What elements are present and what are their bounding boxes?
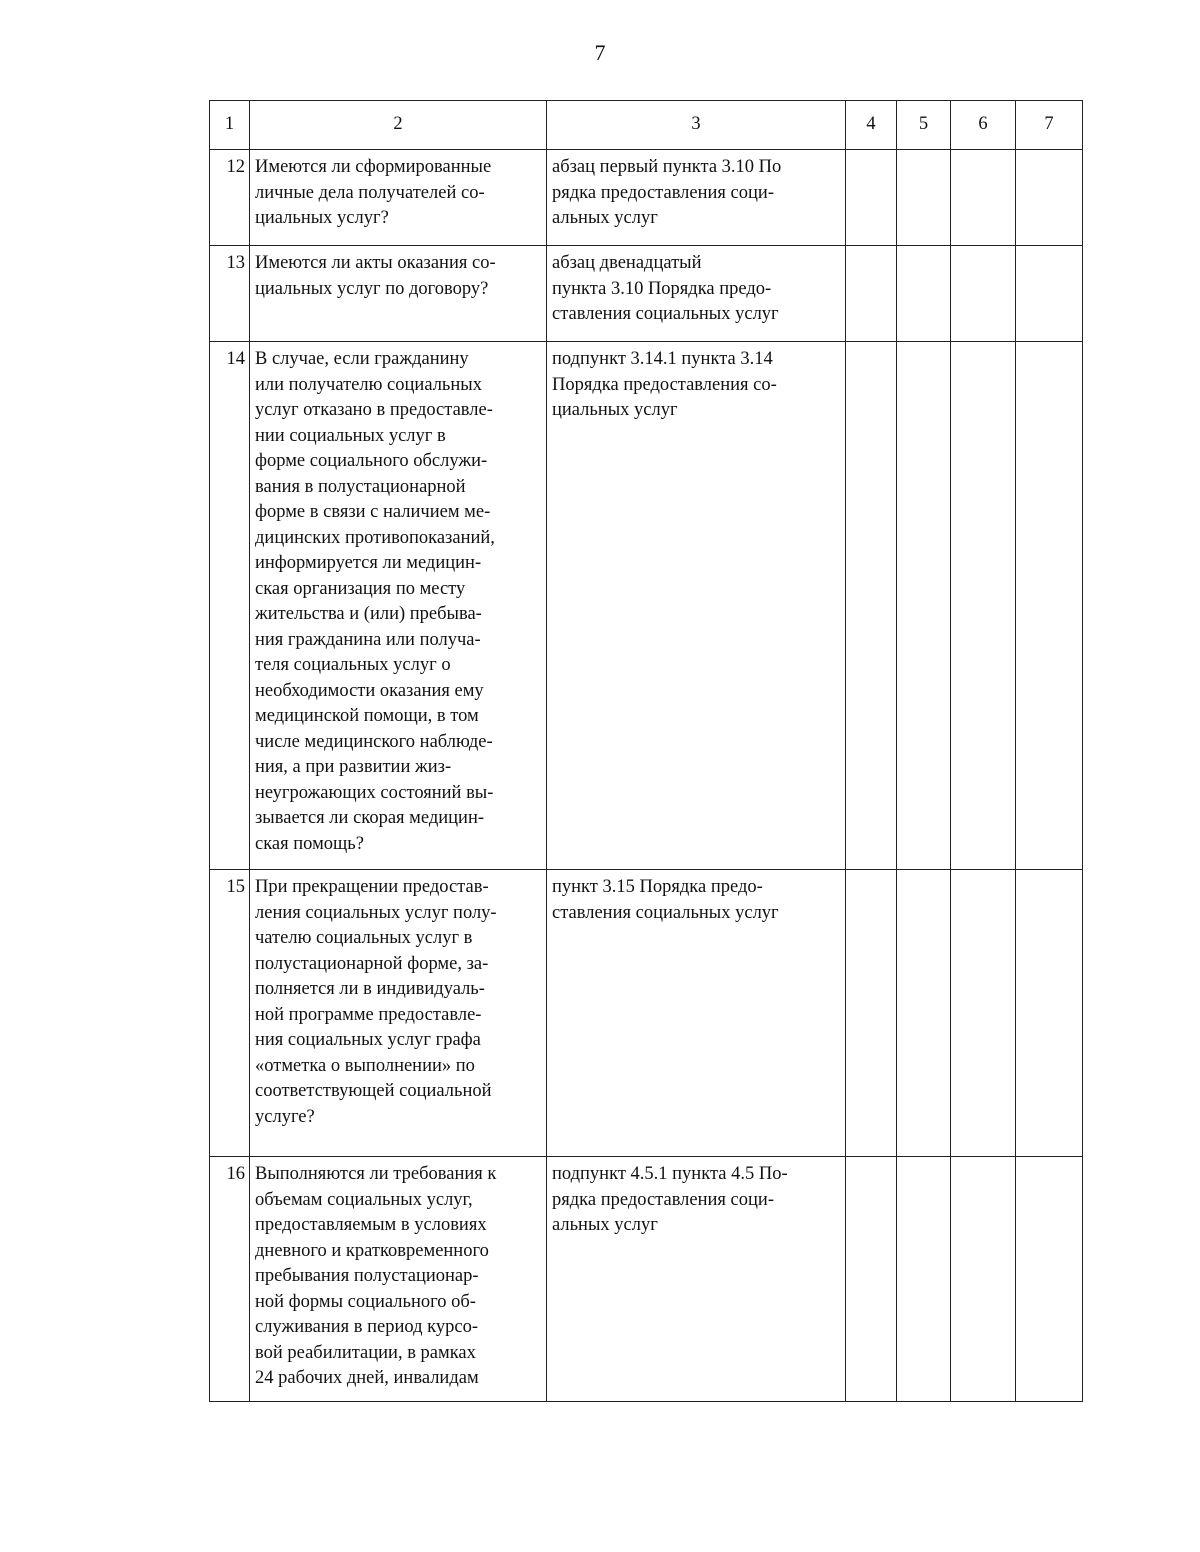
answer-cell-5 xyxy=(897,1157,951,1402)
answer-cell-5 xyxy=(897,342,951,870)
question-cell: Выполняются ли требования к объемам социальных услуг, предоставляемым в условиях дневного и кратковременного пребывания полустационар- ной формы социального об- служивания в период курсо- вой реабилитации, в рамках 24 рабочих дней, инвалидам xyxy=(250,1157,547,1402)
table-row xyxy=(210,870,1083,1157)
answer-cell-6 xyxy=(951,150,1016,246)
table-row xyxy=(210,246,1083,342)
column-header-6: 6 xyxy=(951,101,1016,150)
answer-cell-5 xyxy=(897,870,951,1157)
row-number: 14 xyxy=(210,342,250,870)
answer-cell-4 xyxy=(846,342,897,870)
reference-cell: подпункт 4.5.1 пункта 4.5 По- рядка предоставления соци- альных услуг xyxy=(547,1157,846,1402)
answer-cell-7 xyxy=(1016,150,1083,246)
page-number: 7 xyxy=(594,40,606,65)
column-header-5: 5 xyxy=(897,101,951,150)
table-row xyxy=(210,342,1083,870)
header-row xyxy=(210,101,1083,150)
column-header-4: 4 xyxy=(846,101,897,150)
question-cell: Имеются ли сформированные личные дела получателей со- циальных услуг? xyxy=(250,150,547,246)
answer-cell-4 xyxy=(846,870,897,1157)
row-number: 16 xyxy=(210,1157,250,1402)
answer-cell-6 xyxy=(951,246,1016,342)
answer-cell-6 xyxy=(951,342,1016,870)
row-number: 13 xyxy=(210,246,250,342)
column-header-7: 7 xyxy=(1016,101,1083,150)
row-number: 12 xyxy=(210,150,250,246)
question-cell: Имеются ли акты оказания со- циальных услуг по договору? xyxy=(250,246,547,342)
table-row xyxy=(210,150,1083,246)
column-header-2: 2 xyxy=(250,101,547,150)
answer-cell-7 xyxy=(1016,870,1083,1157)
answer-cell-6 xyxy=(951,1157,1016,1402)
reference-cell: подпункт 3.14.1 пункта 3.14 Порядка предоставления со- циальных услуг xyxy=(547,342,846,870)
table-row xyxy=(210,1157,1083,1402)
reference-cell: абзац первый пункта 3.10 По рядка предоставления соци- альных услуг xyxy=(547,150,846,246)
answer-cell-7 xyxy=(1016,342,1083,870)
column-header-1: 1 xyxy=(210,101,250,150)
reference-cell: абзац двенадцатый пункта 3.10 Порядка предо- ставления социальных услуг xyxy=(547,246,846,342)
answer-cell-4 xyxy=(846,246,897,342)
answer-cell-7 xyxy=(1016,246,1083,342)
answer-cell-6 xyxy=(951,870,1016,1157)
answer-cell-4 xyxy=(846,1157,897,1402)
question-cell: В случае, если гражданину или получателю социальных услуг отказано в предоставле- нии социальных услуг в форме социального обслужи- вания в полустационарной форме в связи с наличием ме- дицинских противопоказаний, информируется ли медицин- ская организация по месту жительства и (или) пребыва- ния гражданина или получа- теля социальных услуг о необходимости оказания ему медицинской помощи, в том числе медицинского наблюде- ния, а при развитии жиз- неугрожающих состояний вы- зывается ли скорая медицин- ская помощь? xyxy=(250,342,547,870)
answer-cell-7 xyxy=(1016,1157,1083,1402)
answer-cell-5 xyxy=(897,246,951,342)
question-cell: При прекращении предостав- ления социальных услуг полу- чателю социальных услуг в полустационарной форме, за- полняется ли в индивидуаль- ной программе предоставле- ния социальных услуг графа «отметка о выполнении» по соответствующей социальной услуге? xyxy=(250,870,547,1157)
answer-cell-5 xyxy=(897,150,951,246)
reference-cell: пункт 3.15 Порядка предо- ставления социальных услуг xyxy=(547,870,846,1157)
row-number: 15 xyxy=(210,870,250,1157)
checklist-table xyxy=(209,100,1083,1402)
answer-cell-4 xyxy=(846,150,897,246)
column-header-3: 3 xyxy=(547,101,846,150)
